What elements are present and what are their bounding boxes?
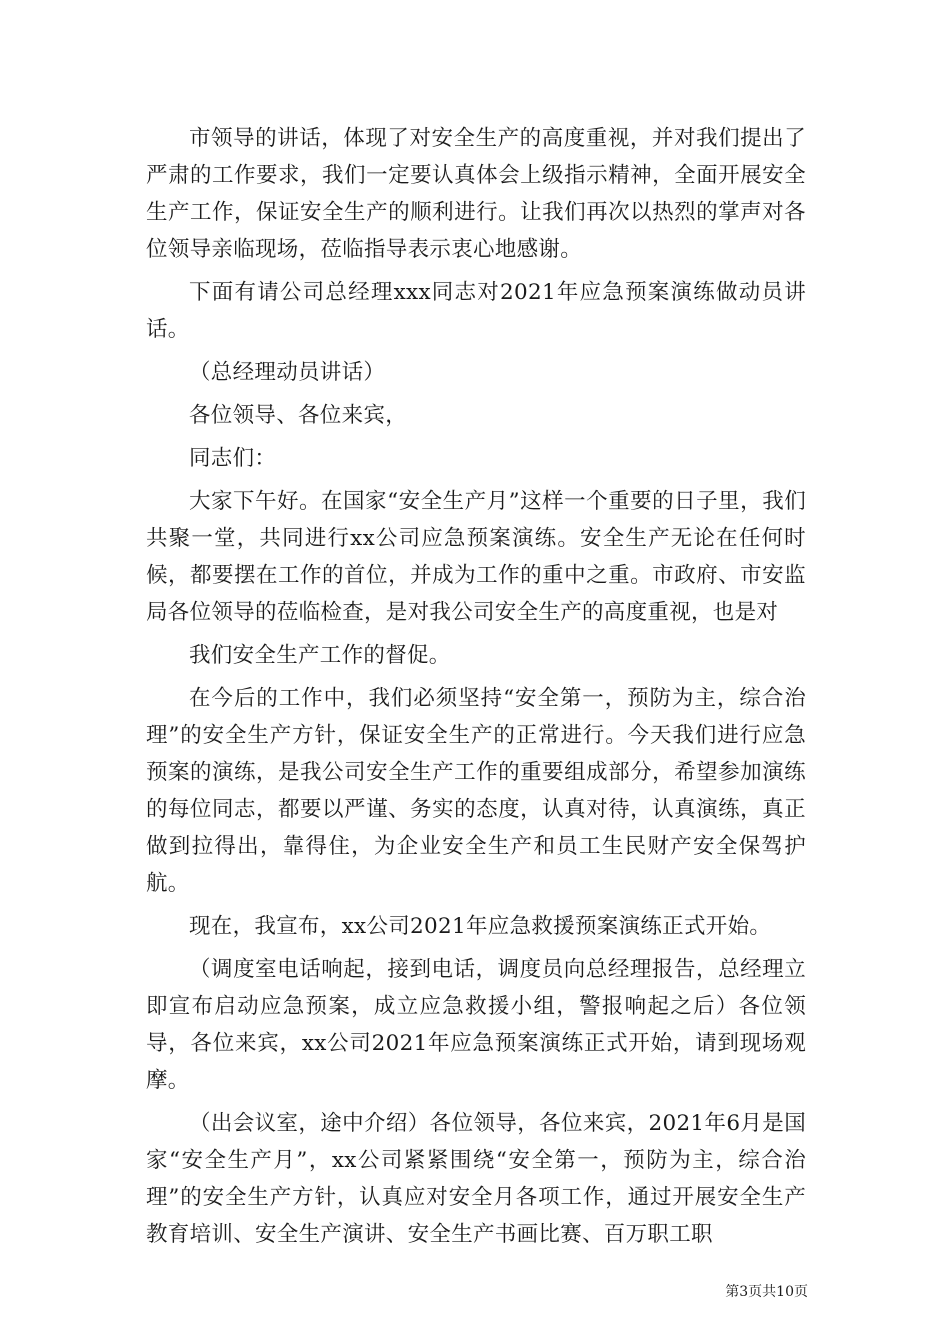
- paragraph-6: 大家下午好。在国家“安全生产月”这样一个重要的日子里，我们共聚一堂，共同进行xx公司应急预案演练。安全生产无论在任何时候，都要摆在工作的首位，并成为工作的重中之重。市政府、市安监局各位领导的莅临检查，是对我公司安全生产的高度重视，也是对: [146, 489, 806, 625]
- page-number-footer: 第3页共10页: [725, 1284, 808, 1300]
- paragraph-7: 我们安全生产工作的督促。: [189, 643, 451, 668]
- paragraph-9: 现在，我宣布，xx公司2021年应急救援预案演练正式开始。: [189, 914, 772, 939]
- paragraph-2: 下面有请公司总经理xxx同志对2021年应急预案演练做动员讲话。: [146, 280, 806, 342]
- document-body: [146, 120, 806, 1259]
- paragraph-1: 市领导的讲话，体现了对安全生产的高度重视，并对我们提出了严肃的工作要求，我们一定要认真体会上级指示精神，全面开展安全生产工作，保证安全生产的顺利进行。让我们再次以热烈的掌声对各位领导亲临现场，莅临指导表示衷心地感谢。: [146, 126, 806, 262]
- paragraph-10: （调度室电话响起，接到电话，调度员向总经理报告，总经理立即宣布启动应急预案，成立应急救援小组，警报响起之后）各位领导，各位来宾，xx公司2021年应急预案演练正式开始，请到现场观摩。: [146, 957, 806, 1093]
- paragraph-4: 各位领导、各位来宾，: [189, 403, 408, 428]
- paragraph-5: 同志们：: [189, 446, 277, 471]
- paragraph-3: （总经理动员讲话）: [189, 360, 386, 385]
- paragraph-11: （出会议室，途中介绍）各位领导，各位来宾，2021年6月是国家“安全生产月”，xx公司紧紧围绕“安全第一，预防为主，综合治理”的安全生产方针，认真应对安全月各项工作，通过开展安全生产教育培训、安全生产演讲、安全生产书画比赛、百万职工职: [146, 1111, 806, 1247]
- paragraph-8: 在今后的工作中，我们必须坚持“安全第一，预防为主，综合治理”的安全生产方针，保证安全生产的正常进行。今天我们进行应急预案的演练，是我公司安全生产工作的重要组成部分，希望参加演练的每位同志，都要以严谨、务实的态度，认真对待，认真演练，真正做到拉得出，靠得住，为企业安全生产和员工生民财产安全保驾护航。: [146, 686, 806, 896]
